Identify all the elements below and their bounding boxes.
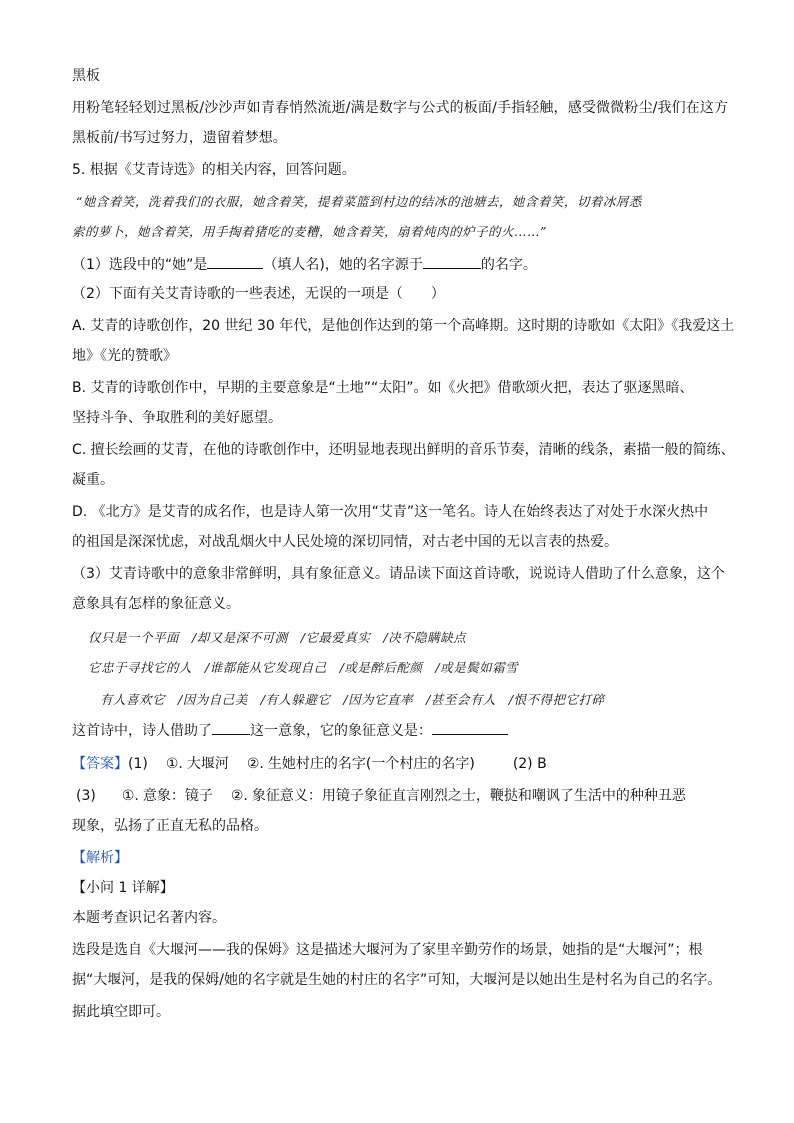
poem-stanza: 它忠于寻找它的人 /谁都能从它发现自己 /或是醉后酡颜 /或是鬓如霜雪 [88,660,519,675]
answer-marker: ②. [246,756,264,772]
option-b: B. 艾青的诗歌创作中，早期的主要意象是“土地”“太阳”。如《火把》借歌颂火把，表达了驱逐黑暗、 [72,380,694,396]
prompt-text: 这一意象，它的象征意义是： [250,723,432,739]
answer-blank [212,720,250,735]
option-a-cont: 地》《光的赞歌》 [72,348,177,364]
sub-question-1-text: （填人名)，她的名字源于 [263,257,423,273]
sub-question-1 [72,254,537,275]
sub-heading: 【小问 1 详解】 [72,880,174,896]
option-c-cont: 凝重。 [72,472,114,488]
analysis-tag: 【解析】 [72,850,128,866]
answer-text: 意象：镜子 [142,788,213,804]
answer-line [72,754,547,774]
answer-blank [432,720,508,735]
poem-line: 黑板前/书写过努力，遗留着梦想。 [72,130,287,146]
answer-text: 象征意义：用镜子象征直言刚烈之士，鞭挞和嘲讽了生活中的种种丑恶 [251,788,686,804]
answer-part: (3) [76,788,96,804]
sub-question-3: （3）艾青诗歌中的意象非常鲜明，具有象征意义。请品读下面这首诗歌，说说诗人借助了什么意象，这个 [72,566,725,582]
question-heading: 5. 根据《艾青诗选》的相关内容，回答问题。 [72,162,356,178]
sub-question-1-text: （1）选段中的“她”是 [72,257,208,273]
answer-tag: 【答案】 [72,756,128,772]
answer-marker: ①. [121,788,139,804]
analysis-text: 本题考查识记名著内容。 [72,910,226,926]
poem-line: 用粉笔轻轻划过黑板/沙沙声如青春悄然流逝/满是数字与公式的板面/手指轻触，感受微微粉尘/我们在这方 [72,100,729,116]
analysis-text: 选段是选自《大堰河——我的保姆》这是描述大堰河为了家里辛勤劳作的场景，她指的是“大堰河”；根 [72,942,703,958]
sub-question-3-cont: 意象具有怎样的象征意义。 [72,596,240,612]
sub-question-2: （2）下面有关艾青诗歌的一些表述，无误的一项是（ ） [72,286,445,302]
quoted-passage: 索的萝卜，她含着笑，用手掏着猪吃的麦糟，她含着笑，扇着炖肉的炉子的火……” [72,224,547,239]
answer-blank [423,254,481,269]
answer-cont: 现象，弘扬了正直无私的品格。 [72,818,268,834]
sub-question-1-text: 的名字。 [480,257,537,273]
analysis-text: 据此填空即可。 [72,1004,170,1020]
answer-text: 生她村庄的名字(一个村庄的名字) [267,756,475,772]
answer-marker: ②. [230,788,248,804]
answer-part: (2) B [512,756,547,772]
poem-title: 黑板 [72,68,100,84]
option-d: D. 《北方》是艾青的成名作，也是诗人第一次用“艾青”这一笔名。诗人在始终表达了对处于水深火热中 [72,504,709,520]
poem-stanza: 仅只是一个平面 /却又是深不可测 /它最爱真实 /决不隐瞒缺点 [88,630,467,645]
answer-line [76,786,686,806]
prompt-text: 这首诗中，诗人借助了 [72,723,212,739]
option-b-cont: 坚持斗争、争取胜利的美好愿望。 [72,410,282,426]
answer-text: 大堰河 [186,756,229,772]
answer-part: (1) [128,756,148,772]
answer-marker: ①. [165,756,183,772]
option-a: A. 艾青的诗歌创作，20 世纪 30 年代，是他创作达到的第一个高峰期。这时期的诗歌如《太阳》《我爱这土 [72,318,735,334]
answer-blank [207,254,263,269]
sub-question-3-prompt [72,720,508,741]
analysis-text: 据“大堰河，是我的保姆/她的名字就是生她的村庄的名字”可知，大堰河是以她出生是村名为自己的名字。 [72,972,722,988]
poem-stanza: 有人喜欢它 /因为自己美 /有人躲避它 /因为它直率 /甚至会有人 /恨不得把它打碎 [100,692,605,707]
option-d-cont: 的祖国是深深忧虑，对战乱烟火中人民处境的深切同情，对古老中国的无以言表的热爱。 [72,534,618,550]
option-c: C. 擅长绘画的艾青，在他的诗歌创作中，还明显地表现出鲜明的音乐节奏，清晰的线条，素描一般的简练、 [72,442,735,458]
quoted-passage: “她含着笑，洗着我们的衣服，她含着笑，提着菜篮到村边的结冰的池塘去，她含着笑，切着冰屑悉 [76,194,642,209]
